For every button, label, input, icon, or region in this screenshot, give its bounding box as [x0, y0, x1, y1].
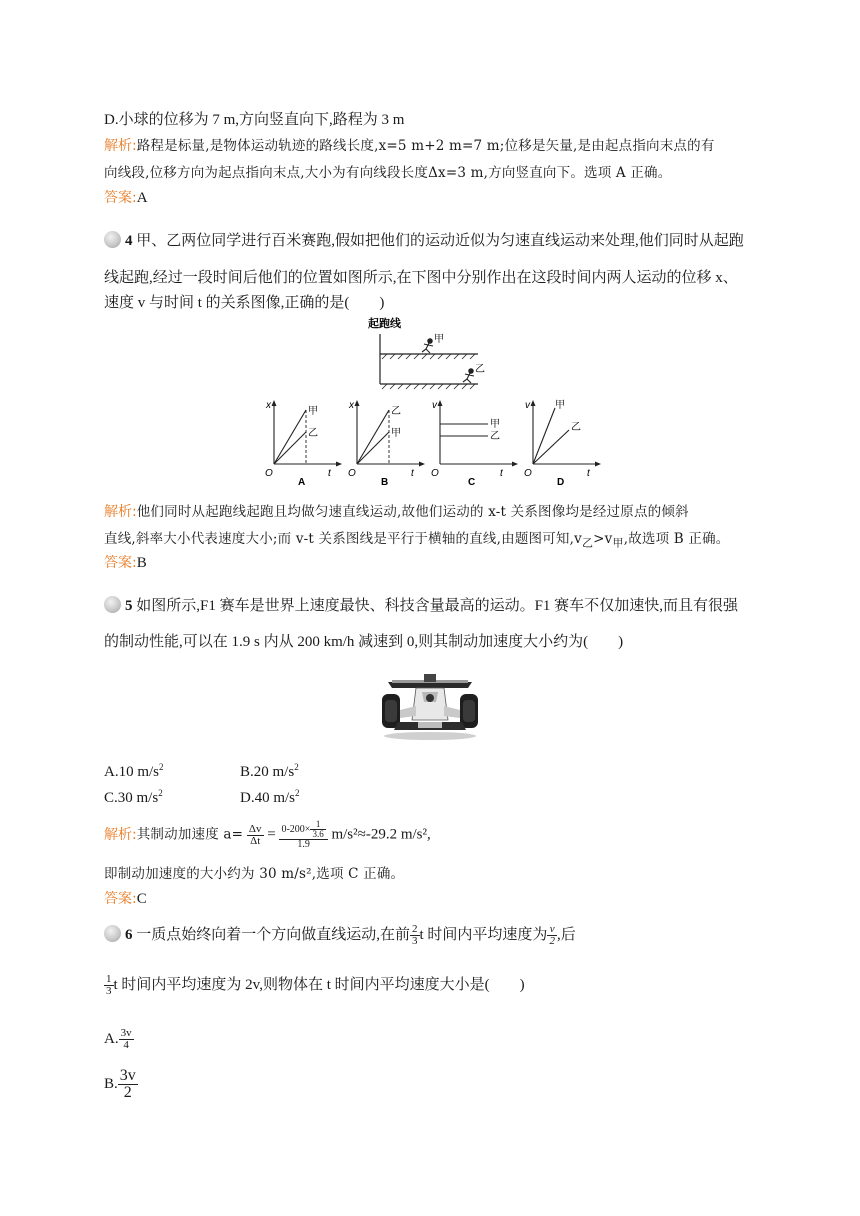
question-number: 4 — [125, 233, 133, 249]
svg-text:O: O — [348, 468, 356, 479]
svg-text:乙: 乙 — [571, 422, 581, 433]
svg-text:D: D — [557, 477, 565, 488]
q5-answer — [104, 888, 147, 908]
q4-answer — [104, 552, 147, 572]
q5-stem-text-1: 如图所示,F1 赛车是世界上速度最快、科技含量最高的运动。F1 赛车不仅加速快,而且有很强 — [136, 598, 738, 614]
q3-analysis-line-1 — [104, 134, 715, 155]
svg-text:A: A — [298, 477, 306, 488]
svg-text:x: x — [349, 400, 354, 411]
q6-stem-line-2: $\frac{1}{3}$ t 时间内平均速度为 2v,则物体在 t 时间内平均速度大小是( ) — [106, 973, 525, 997]
question-bullet-icon — [104, 596, 121, 613]
f1-car-image — [378, 660, 482, 742]
q5-option-d: D.40 $m/s^2$ — [240, 788, 300, 806]
runner-b-icon — [463, 369, 474, 383]
answer-value: C — [136, 891, 147, 907]
svg-text:O: O — [524, 468, 532, 479]
graph-c — [428, 396, 518, 488]
runner-b-label: 乙 — [475, 364, 485, 375]
calc-fraction: 0-200× $\frac{1}{3.6}$ 1.9 — [279, 820, 327, 850]
svg-text:乙: 乙 — [391, 406, 401, 417]
race-track-figure — [360, 314, 500, 394]
q6-option-a: A. $\frac{3v}{4}$ — [104, 1027, 132, 1051]
q4-analysis-line-1 — [104, 500, 689, 521]
svg-text:O: O — [265, 468, 273, 479]
runner-a-icon — [422, 339, 433, 353]
svg-text:C: C — [468, 477, 476, 488]
question-bullet-icon — [104, 231, 121, 248]
svg-text:t: t — [411, 468, 414, 479]
dv-dt-fraction: $\frac{\Delta v}{\Delta t}$ — [248, 822, 262, 847]
analysis-text: 他们同时从起跑线起跑且均做匀速直线运动,故他们运动的 x-t 关系图像均是经过原点的倾斜 — [136, 504, 689, 520]
q6-option-b: B. $\frac{3v}{2}$ — [104, 1067, 136, 1101]
q3-option-d: D.小球的位移为 7 m,方向竖直向下,路程为 3 m — [104, 112, 405, 128]
answer-label: 答案: — [104, 190, 137, 206]
answer-label: 答案: — [104, 891, 137, 907]
svg-text:B: B — [381, 477, 389, 488]
q5-analysis-line-2: 即制动加速度的大小约为 30 m/s²,选项 C 正确。 — [104, 866, 405, 882]
svg-text:x: x — [266, 400, 271, 411]
svg-text:t: t — [500, 468, 503, 479]
q5-option-a: A.10 $m/s^2$ — [104, 762, 164, 780]
q3-answer — [104, 187, 148, 207]
svg-text:甲: 甲 — [555, 400, 565, 411]
q4-stem-line-3: 速度 v 与时间 t 的关系图像,正确的是( ) — [104, 295, 385, 311]
svg-text:甲: 甲 — [490, 419, 500, 430]
svg-text:t: t — [587, 468, 590, 479]
svg-text:O: O — [431, 468, 439, 479]
q3-analysis-line-2: 向线段,位移方向为起点指向末点,大小为有向线段长度Δx=3 m,方向竖直向下。选项 A 正确。 — [104, 165, 672, 181]
start-line-label: 起跑线 — [368, 318, 401, 330]
graph-b — [345, 396, 425, 488]
analysis-label: 解析: — [104, 827, 137, 843]
q5-stem-line-1 — [104, 594, 738, 615]
q4-stem-line-2: 线起跑,经过一段时间后他们的位置如图所示,在下图中分别作出在这段时间内两人运动的位移 x、 — [104, 270, 738, 286]
q4-analysis-line-2: 直线,斜率大小代表速度大小;而 v-t 关系图线是平行于横轴的直线,由题图可知$,v_乙>v_甲$,故选项 B 正确。 — [104, 531, 730, 550]
q5-option-c: C.30 $m/s^2$ — [104, 788, 163, 806]
analysis-label: 解析: — [104, 138, 137, 154]
answer-value: B — [136, 555, 147, 571]
svg-text:v: v — [432, 400, 437, 411]
question-bullet-icon — [104, 925, 121, 942]
q5-analysis-line-1: 解析:其制动加速度 a= $\frac{\Delta v}{\Delta t}$ = 0-200× $\frac{1}{3.6}$ 1.9 m/s²≈-29.2 m/s², — [104, 819, 431, 850]
graph-a — [262, 396, 342, 488]
svg-text:甲: 甲 — [308, 406, 318, 417]
analysis-label: 解析: — [104, 504, 137, 520]
question-number: 5 — [125, 598, 133, 614]
analysis-text: 路程是标量,是物体运动轨迹的路线长度,x=5 m+2 m=7 m;位移是矢量,是由起点指向末点的有 — [136, 138, 715, 154]
runner-a-label: 甲 — [434, 334, 444, 345]
q6-stem-line-1: 6 一质点始终向着一个方向做直线运动,在前 $\frac{2}{3}$ t 时间内平均速度为 $\frac{v}{2}$ ,后 — [104, 924, 576, 947]
answer-label: 答案: — [104, 555, 137, 571]
svg-text:v: v — [525, 400, 530, 411]
q5-stem-line-2: 的制动性能,可以在 1.9 s 内从 200 km/h 减速到 0,则其制动加速度大小约为( ) — [104, 634, 624, 650]
q4-stem-line-1 — [104, 229, 744, 250]
q4-stem-text-1: 甲、乙两位同学进行百米赛跑,假如把他们的运动近似为匀速直线运动来处理,他们同时从起跑 — [136, 233, 744, 249]
svg-text:t: t — [328, 468, 331, 479]
svg-text:甲: 甲 — [391, 428, 401, 439]
svg-text:乙: 乙 — [308, 428, 318, 439]
answer-value: A — [136, 190, 148, 206]
question-number: 6 — [125, 927, 133, 943]
svg-text:乙: 乙 — [490, 431, 500, 442]
graph-d — [521, 396, 601, 488]
q5-option-b: B.20 $m/s^2$ — [240, 762, 299, 780]
